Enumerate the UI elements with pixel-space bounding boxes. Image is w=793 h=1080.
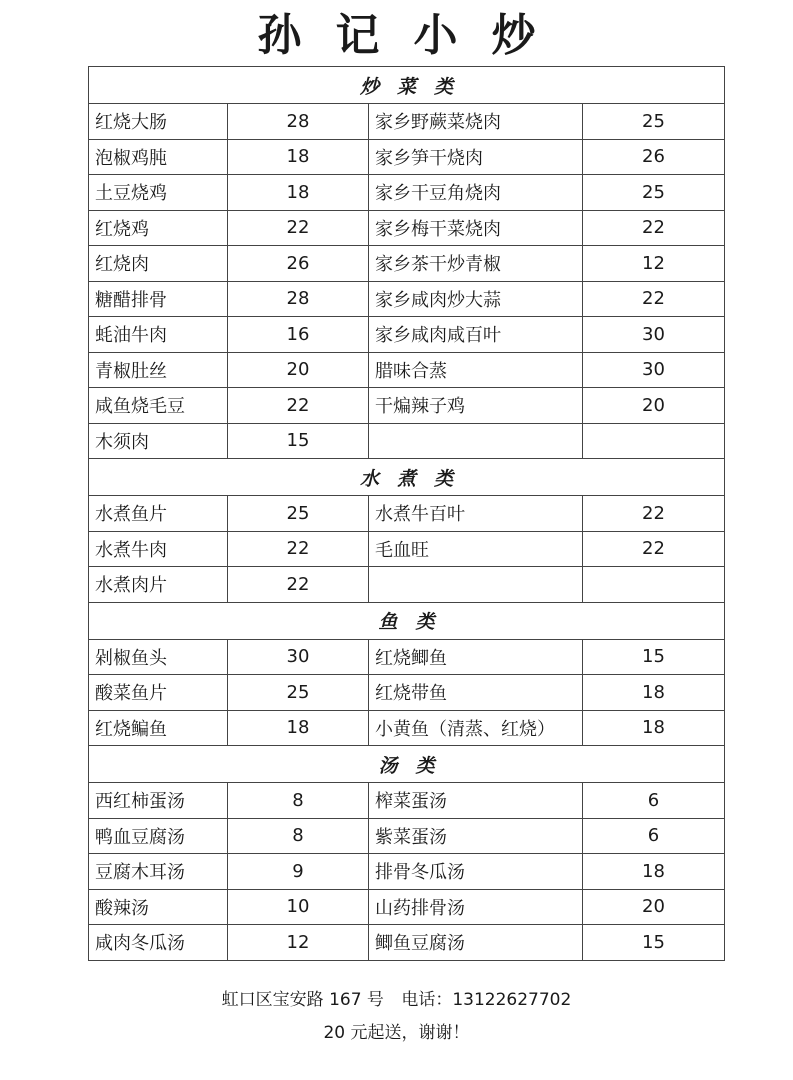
dish-name: 红烧鳊鱼	[89, 710, 228, 746]
dish-name: 土豆烧鸡	[89, 175, 228, 211]
dish-price: 25	[228, 675, 369, 711]
dish-name: 毛血旺	[369, 531, 583, 567]
dish-price: 22	[228, 210, 369, 246]
dish-price: 26	[583, 139, 725, 175]
dish-name	[369, 423, 583, 459]
menu-row	[89, 889, 725, 925]
dish-name: 红烧大肠	[89, 104, 228, 140]
menu-row	[89, 352, 725, 388]
section-header	[89, 746, 725, 783]
footer-address: 虹口区宝安路 167 号	[221, 990, 384, 1010]
section-header	[89, 602, 725, 639]
dish-price: 18	[583, 675, 725, 711]
dish-price: 22	[583, 210, 725, 246]
dish-name: 泡椒鸡肫	[89, 139, 228, 175]
menu-row	[89, 496, 725, 532]
section-title: 水煮类	[89, 459, 725, 496]
menu-row	[89, 783, 725, 819]
dish-price: 9	[228, 854, 369, 890]
dish-name: 榨菜蛋汤	[369, 783, 583, 819]
dish-name: 紫菜蛋汤	[369, 818, 583, 854]
dish-price: 16	[228, 317, 369, 353]
menu-row	[89, 210, 725, 246]
dish-name: 咸鱼烧毛豆	[89, 388, 228, 424]
dish-name: 水煮肉片	[89, 567, 228, 603]
dish-price: 15	[583, 639, 725, 675]
dish-price: 8	[228, 818, 369, 854]
dish-price: 15	[228, 423, 369, 459]
menu-row	[89, 175, 725, 211]
menu-row	[89, 639, 725, 675]
footer-phone: 电话：13122627702	[401, 990, 572, 1010]
dish-name: 红烧鸡	[89, 210, 228, 246]
dish-name: 剁椒鱼头	[89, 639, 228, 675]
dish-price: 18	[228, 139, 369, 175]
dish-name: 糖醋排骨	[89, 281, 228, 317]
menu-row	[89, 818, 725, 854]
dish-name: 水煮鱼片	[89, 496, 228, 532]
dish-name: 家乡笋干烧肉	[369, 139, 583, 175]
dish-name: 西红柿蛋汤	[89, 783, 228, 819]
dish-price: 18	[583, 710, 725, 746]
dish-name: 山药排骨汤	[369, 889, 583, 925]
menu-row	[89, 675, 725, 711]
menu-row	[89, 388, 725, 424]
menu-row	[89, 423, 725, 459]
dish-price: 28	[228, 104, 369, 140]
menu-row	[89, 317, 725, 353]
dish-name: 排骨冬瓜汤	[369, 854, 583, 890]
dish-price: 25	[228, 496, 369, 532]
dish-name: 鲫鱼豆腐汤	[369, 925, 583, 961]
dish-name: 水煮牛百叶	[369, 496, 583, 532]
dish-name: 家乡野蕨菜烧肉	[369, 104, 583, 140]
dish-name: 酸菜鱼片	[89, 675, 228, 711]
section-header	[89, 459, 725, 496]
dish-price: 6	[583, 783, 725, 819]
menu-row	[89, 531, 725, 567]
dish-price: 22	[228, 388, 369, 424]
footer-note: 20 元起送，谢谢！	[323, 1023, 470, 1043]
dish-price: 6	[583, 818, 725, 854]
menu-row	[89, 925, 725, 961]
dish-name: 青椒肚丝	[89, 352, 228, 388]
dish-price: 30	[583, 352, 725, 388]
dish-price: 12	[583, 246, 725, 282]
menu-row	[89, 281, 725, 317]
dish-name: 干煸辣子鸡	[369, 388, 583, 424]
dish-price: 22	[583, 281, 725, 317]
section-header	[89, 67, 725, 104]
dish-name: 鸭血豆腐汤	[89, 818, 228, 854]
menu-row	[89, 567, 725, 603]
dish-price: 22	[583, 496, 725, 532]
dish-name: 红烧带鱼	[369, 675, 583, 711]
dish-name	[369, 567, 583, 603]
dish-price: 30	[583, 317, 725, 353]
dish-price: 25	[583, 104, 725, 140]
menu-row	[89, 104, 725, 140]
menu-row	[89, 710, 725, 746]
dish-name: 红烧肉	[89, 246, 228, 282]
dish-price: 28	[228, 281, 369, 317]
dish-price: 26	[228, 246, 369, 282]
dish-name: 家乡梅干菜烧肉	[369, 210, 583, 246]
menu-title: 孙记小炒	[257, 10, 570, 61]
menu-row	[89, 139, 725, 175]
dish-name: 咸肉冬瓜汤	[89, 925, 228, 961]
dish-price: 12	[228, 925, 369, 961]
section-title: 鱼类	[89, 602, 725, 639]
dish-name: 蚝油牛肉	[89, 317, 228, 353]
dish-price: 22	[583, 531, 725, 567]
dish-name: 家乡咸肉咸百叶	[369, 317, 583, 353]
dish-price: 18	[228, 175, 369, 211]
dish-price: 22	[228, 531, 369, 567]
dish-name: 家乡茶干炒青椒	[369, 246, 583, 282]
dish-name: 家乡咸肉炒大蒜	[369, 281, 583, 317]
section-title: 炒菜类	[89, 67, 725, 104]
dish-price: 15	[583, 925, 725, 961]
dish-price: 8	[228, 783, 369, 819]
dish-name: 豆腐木耳汤	[89, 854, 228, 890]
menu-table	[88, 66, 725, 961]
dish-price: 10	[228, 889, 369, 925]
dish-name: 酸辣汤	[89, 889, 228, 925]
footer-contact	[0, 985, 793, 1011]
dish-price: 22	[228, 567, 369, 603]
menu-row	[89, 246, 725, 282]
menu-row	[89, 854, 725, 890]
dish-price: 20	[228, 352, 369, 388]
dish-name: 红烧鲫鱼	[369, 639, 583, 675]
dish-name: 小黄鱼（清蒸、红烧）	[369, 710, 583, 746]
dish-price: 30	[228, 639, 369, 675]
dish-price: 18	[228, 710, 369, 746]
dish-price: 20	[583, 889, 725, 925]
dish-name: 腊味合蒸	[369, 352, 583, 388]
dish-name: 木须肉	[89, 423, 228, 459]
dish-price	[583, 567, 725, 603]
dish-name: 家乡干豆角烧肉	[369, 175, 583, 211]
dish-price: 20	[583, 388, 725, 424]
dish-name: 水煮牛肉	[89, 531, 228, 567]
section-title: 汤类	[89, 746, 725, 783]
dish-price: 25	[583, 175, 725, 211]
dish-price: 18	[583, 854, 725, 890]
dish-price	[583, 423, 725, 459]
